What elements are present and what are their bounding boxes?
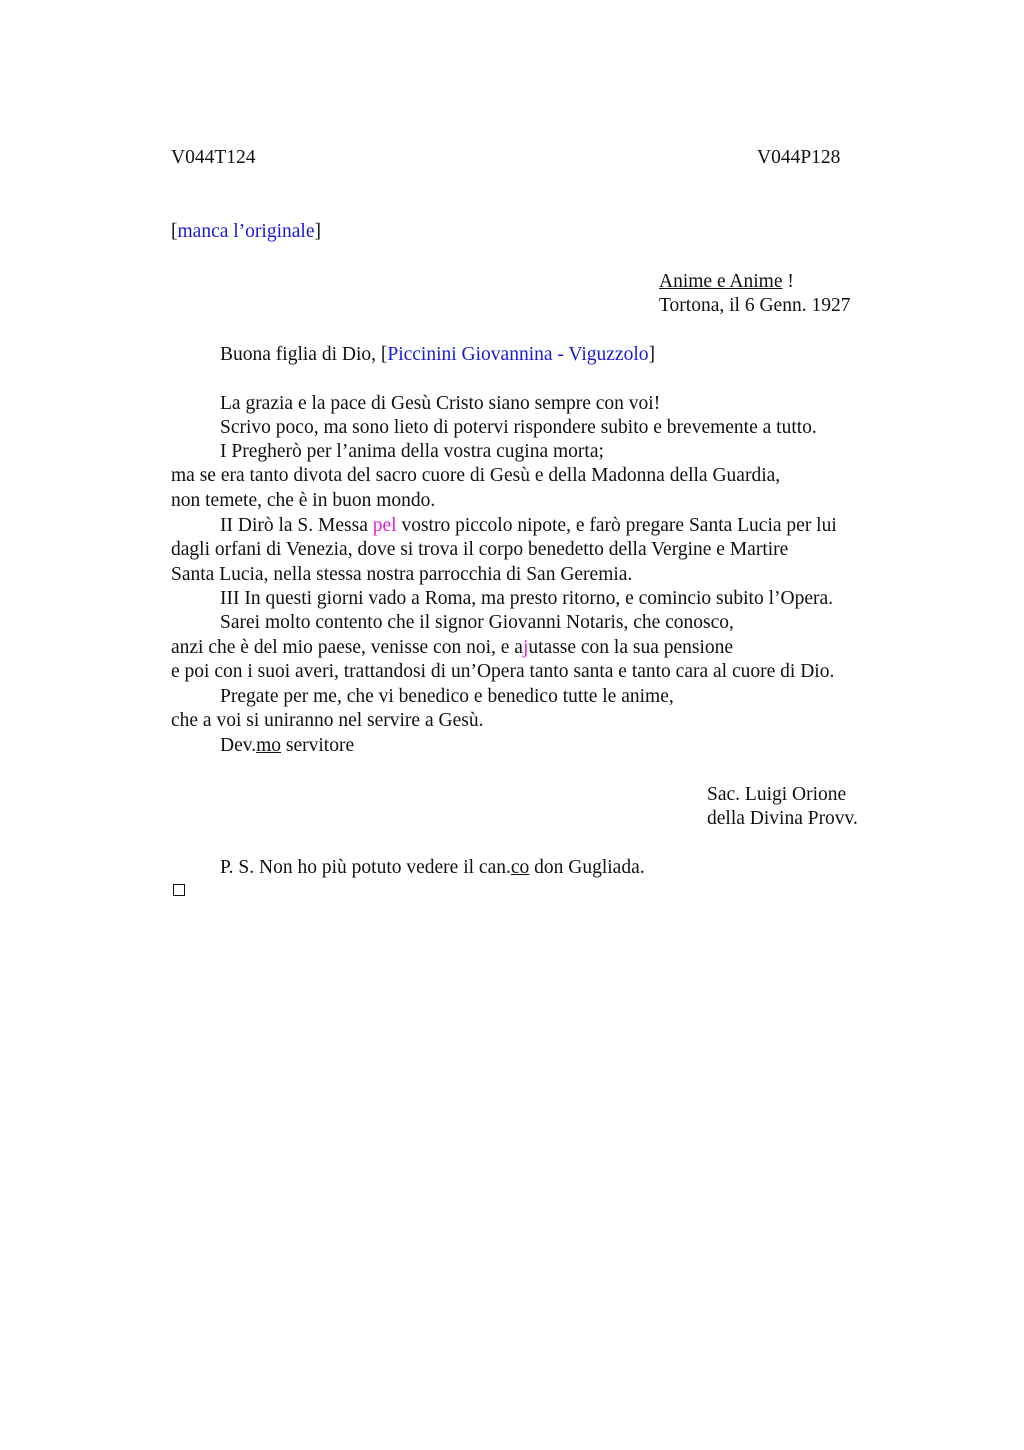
body-line-3: I Pregherò per l’anima della vostra cugina morta; bbox=[220, 441, 604, 462]
body-line-6 bbox=[220, 514, 837, 538]
postscript bbox=[220, 856, 645, 880]
body-line-12: e poi con i suoi averi, trattandosi di un’Opera tanto santa e tanto cara al cuore di Dio. bbox=[171, 661, 835, 682]
heading-title: Anime e Anime bbox=[659, 271, 783, 292]
heading-exclamation: ! bbox=[782, 271, 794, 292]
salutation-text: Buona figlia di Dio, bbox=[220, 344, 381, 365]
body-line-14: che a voi si uniranno nel servire a Gesù. bbox=[171, 710, 484, 731]
bracket-close: ] bbox=[648, 344, 655, 365]
highlighted-letter-j: j bbox=[522, 637, 529, 658]
body-line-10: Sarei molto contento che il signor Giovanni Notaris, che conosco, bbox=[220, 612, 734, 633]
closing-line bbox=[220, 734, 354, 758]
bracket-open: [ bbox=[171, 221, 178, 242]
recipient-name: Piccinini Giovannina - Viguzzolo bbox=[387, 344, 649, 365]
body-line-4: ma se era tanto divota del sacro cuore di Gesù e della Madonna della Guardia, bbox=[171, 465, 781, 486]
body-line-7: dagli orfani di Venezia, dove si trova il corpo benedetto della Vergine e Martire bbox=[171, 539, 789, 560]
body-line-6-c: vostro piccolo nipote, e farò pregare Santa Lucia per lui bbox=[396, 515, 837, 536]
highlighted-word-pel: pel bbox=[372, 515, 397, 536]
body-line-5: non temete, che è in buon mondo. bbox=[171, 490, 436, 511]
document-code-left: V044T124 bbox=[171, 147, 256, 168]
closing-servitore: servitore bbox=[281, 735, 355, 756]
document-code-right: V044P128 bbox=[757, 147, 841, 168]
body-line-6-a: II Dirò la S. Messa bbox=[220, 515, 373, 536]
signature-line-1: Sac. Luigi Orione bbox=[707, 784, 847, 805]
body-line-11-a: anzi che è del mio paese, venisse con noi, e a bbox=[171, 637, 523, 658]
bracket-open: [ bbox=[380, 344, 388, 365]
salutation bbox=[220, 343, 655, 367]
body-line-2: Scrivo poco, ma sono lieto di potervi rispondere subito e brevemente a tutto. bbox=[220, 417, 817, 438]
empty-square-icon bbox=[173, 884, 185, 896]
bracket-close: ] bbox=[314, 221, 321, 242]
closing-superscript-mo: mo bbox=[256, 735, 282, 756]
body-line-8: Santa Lucia, nella stessa nostra parrocchia di San Geremia. bbox=[171, 564, 633, 585]
body-line-1: La grazia e la pace di Gesù Cristo siano sempre con voi! bbox=[220, 393, 661, 414]
letter-heading bbox=[659, 270, 794, 294]
postscript-a: P. S. Non ho più potuto vedere il can. bbox=[220, 857, 511, 878]
postscript-c: don Gugliada. bbox=[529, 857, 645, 878]
body-line-13: Pregate per me, che vi benedico e benedico tutte le anime, bbox=[220, 686, 674, 707]
body-line-9: III In questi giorni vado a Roma, ma presto ritorno, e comincio subito l’Opera. bbox=[220, 588, 834, 609]
body-line-11 bbox=[171, 636, 733, 660]
body-line-11-c: utasse con la sua pensione bbox=[528, 637, 734, 658]
closing-dev: Dev. bbox=[220, 735, 257, 756]
postscript-abbrev-co: co bbox=[510, 857, 530, 878]
missing-original-note: manca l’originale bbox=[177, 221, 315, 242]
place-date: Tortona, il 6 Genn. 1927 bbox=[659, 295, 851, 316]
signature-line-2: della Divina Provv. bbox=[707, 808, 858, 829]
editorial-note bbox=[171, 220, 321, 244]
